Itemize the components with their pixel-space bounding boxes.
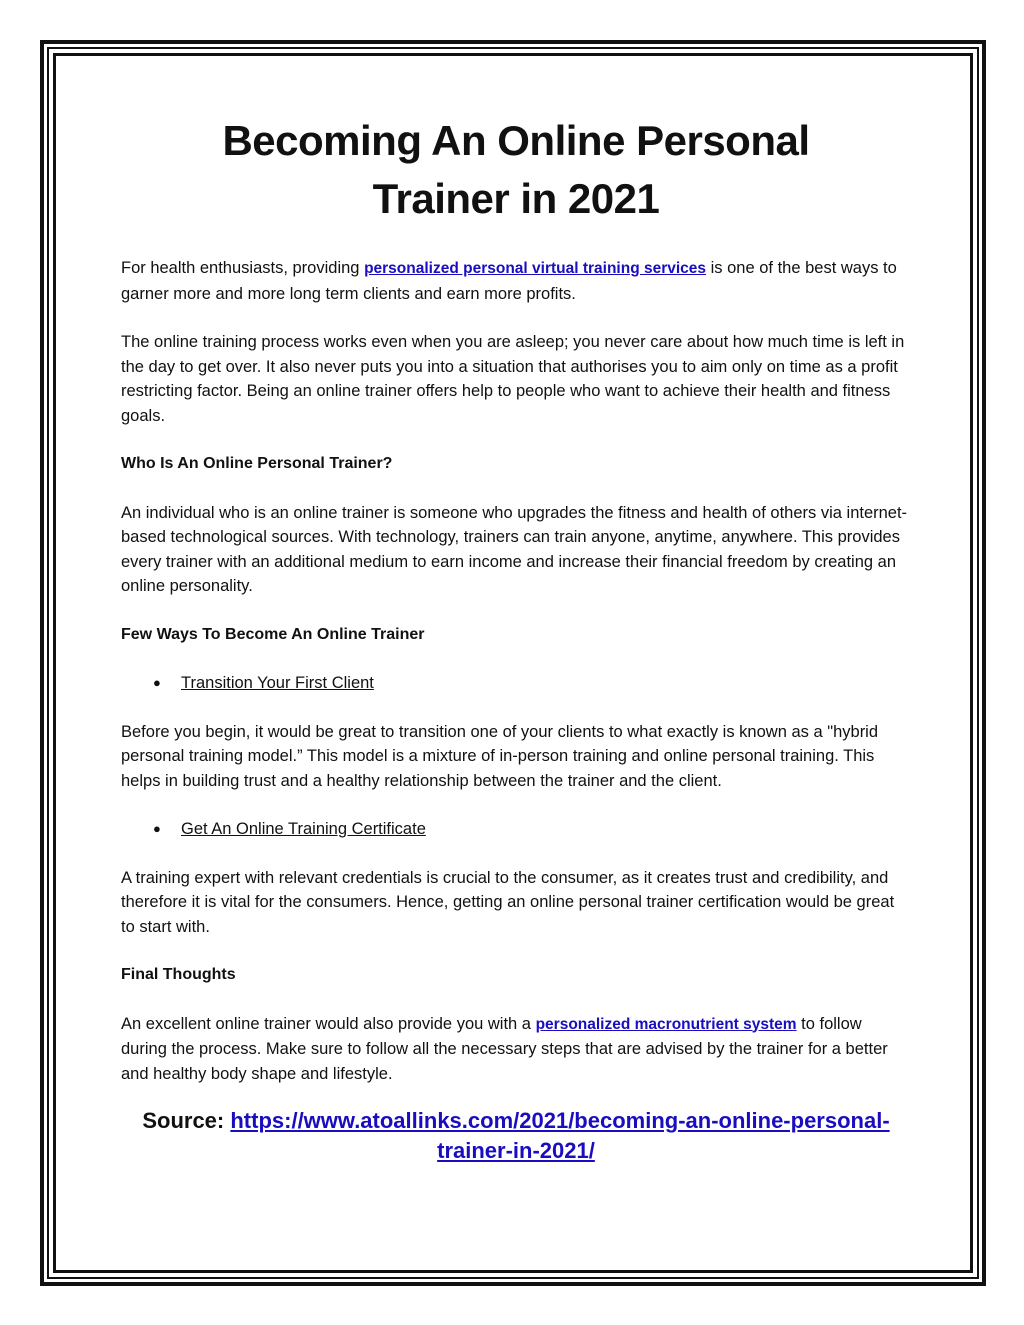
intro-paragraph [121,256,911,306]
online-training-paragraph: The online training process works even when you are asleep; you never care about how much time is left in the day to get over. It also never puts you into a situation that authorises you to aim only on time as a profit restricting factor. Being an online trainer offers help to people who want to achieve their health and fitness goals. [121,333,905,425]
credentials-paragraph: A training expert with relevant credentials is crucial to the consumer, as it creates trust and credibility, and therefore it is vital for the consumers. Hence, getting an online personal trainer certification would be great to start with. [121,868,895,936]
final-text-before: An excellent online trainer would also provide you with a [121,1014,536,1033]
final-text-after: to follow during the process. Make sure to follow all the necessary steps that are advised by the trainer for a better and healthy body shape and lifestyle. [121,1014,888,1083]
intro-text-before: For health enthusiasts, providing [121,259,365,277]
hybrid-model-paragraph: Before you begin, it would be great to transition one of your clients to what exactly is known as a "hybrid personal training model.” This model is a mixture of in-person training and online personal training. This helps in building trust and a healthy relationship between the trainer and the client. [121,722,879,790]
source-url-link[interactable]: https://www.atoallinks.com/2021/becoming-an-online-personal-trainer-in-2021/ [230,1108,890,1163]
section-heading-final: Final Thoughts [121,966,236,983]
section-heading-ways: Few Ways To Become An Online Trainer [121,625,425,643]
bullet-item-transition [153,671,911,696]
section-heading-who: Who Is An Online Personal Trainer? [121,455,393,472]
bullet-dot-icon: ● [153,675,161,690]
source-label: Source: [142,1108,231,1133]
bullet-dot-icon: ● [153,821,161,836]
bullet-item-certificate [153,817,911,842]
page-title: Becoming An Online Personal Trainer in 2021 [222,117,810,222]
document-body [121,112,911,1166]
bullet-text-certificate: Get An Online Training Certificate [181,820,426,838]
bullet-text-transition: Transition Your First Client [181,674,374,692]
source-line [121,1106,911,1166]
final-paragraph [121,1012,911,1087]
virtual-training-services-link[interactable]: personalized personal virtual training services [364,260,707,277]
online-trainer-definition-paragraph: An individual who is an online trainer is someone who upgrades the fitness and health of others via internet-based technological sources. With technology, trainers can train anyone, anytime, anywhere. This provides every trainer with an additional medium to earn income and increase their financial freedom by creating an online personality. [121,503,908,595]
intro-text-after: is one of the best ways to garner more and more long term clients and earn more profits. [121,259,897,303]
macronutrient-system-link[interactable]: personalized macronutrient system [535,1015,797,1033]
